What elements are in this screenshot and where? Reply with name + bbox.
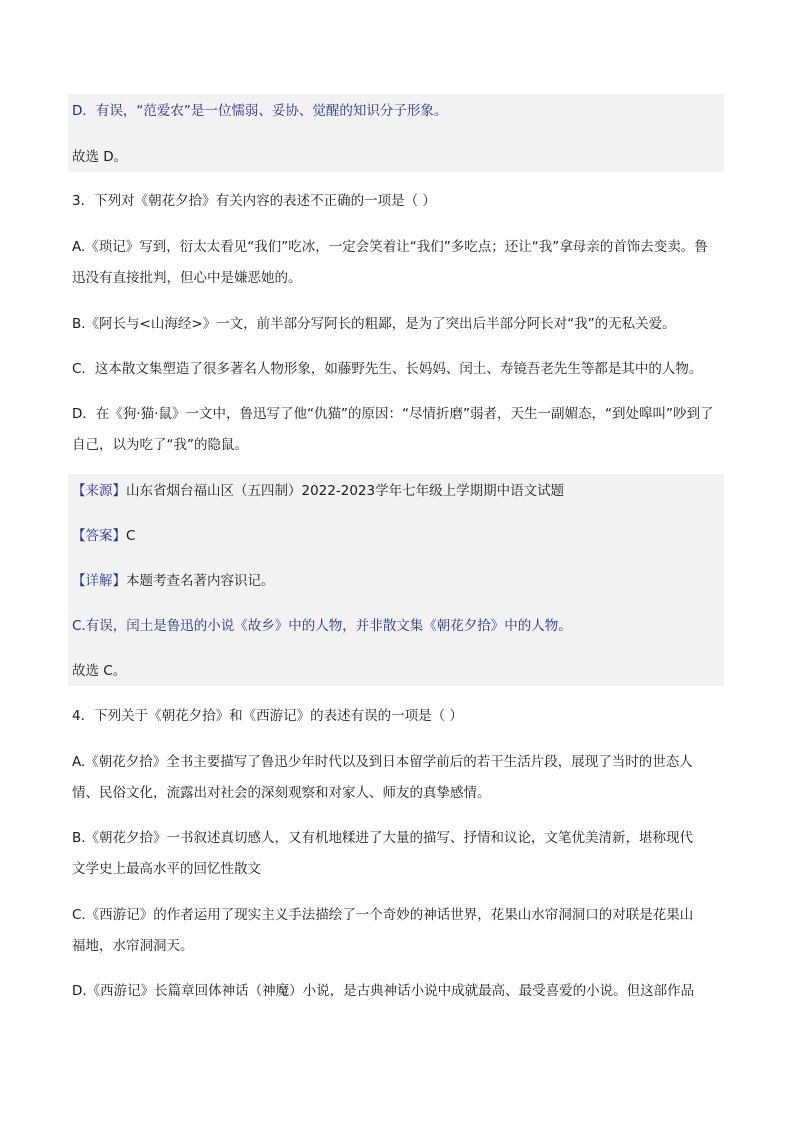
q4-option-c-line1: C.《西游记》的作者运用了现实主义手法描绘了一个奇妙的神话世界，花果山水帘洞洞口的对联是花果山 — [72, 907, 694, 923]
q3-option-c: C．这本散文集塑造了很多著名人物形象，如藤野先生、长妈妈、闰土、寿镜吾老先生等都是其中的人物。 — [72, 361, 703, 377]
q3-option-a-line1: A.《琐记》写到，衍太太看见“我们”吃冰，一定会笑着让“我们”多吃点；还让“我”拿母亲的首饰去变卖。鲁 — [72, 239, 708, 255]
q4-option-a-line1: A.《朝花夕拾》全书主要描写了鲁迅少年时代以及到日本留学前后的若干生活片段，展现了当时的世态人 — [72, 754, 693, 770]
answer-tag: 【答案】 — [72, 528, 126, 544]
q4-option-d-line1: D.《西游记》长篇章回体神话（神魔）小说，是古典神话小说中成就最高、最受喜爱的小说。但这部作品 — [72, 983, 695, 999]
q3-explanation: C.有误，闰土是鲁迅的小说《故乡》中的人物，并非散文集《朝花夕拾》中的人物。 — [72, 618, 572, 634]
q3-source — [72, 481, 724, 501]
q4-option-a-line2: 情、民俗文化，流露出对社会的深刻观察和对家人、师友的真挚感情。 — [72, 785, 491, 801]
q3-option-d-line1: D．在《狗·猫·鼠》一文中，鲁迅写了他“仇猫”的原因：“尽情折磨”弱者，天生一副媚态，“到处嗥叫”吵到了 — [72, 406, 714, 422]
q3-option-b: B.《阿长与<山海经>》一文，前半部分写阿长的粗鄙，是为了突出后半部分阿长对“我”的无私关爱。 — [72, 316, 676, 332]
q3-option-a-line2: 迅没有直接批判，但心中是嫌恶她的。 — [72, 270, 302, 286]
answer-text: C — [126, 528, 136, 544]
q3-detail — [72, 571, 724, 591]
prev-choose: 故选 D。 — [72, 149, 128, 165]
prev-option-d: D．有误，“范爱农”是一位懦弱、妥协、觉醒的知识分子形象。 — [72, 103, 448, 119]
q3-stem: 3．下列对《朝花夕拾》有关内容的表述不正确的一项是（ ） — [72, 193, 436, 209]
detail-text: 本题考查名著内容识记。 — [126, 573, 275, 589]
q3-option-d-line2: 自己，以为吃了“我”的隐鼠。 — [72, 437, 248, 453]
detail-tag: 【详解】 — [72, 573, 126, 589]
q4-option-c-line2: 福地，水帘洞洞天。 — [72, 938, 194, 954]
q3-answer — [72, 526, 724, 546]
source-text: 山东省烟台福山区（五四制）2022-2023学年七年级上学期期中语文试题 — [126, 483, 565, 499]
q4-option-b-line2: 文学史上最高水平的回忆性散文 — [72, 861, 261, 877]
q3-choose: 故选 C。 — [72, 663, 127, 679]
source-tag: 【来源】 — [72, 483, 126, 499]
q4-option-b-line1: B.《朝花夕拾》一书叙述真切感人，又有机地糅进了大量的描写、抒情和议论，文笔优美清新，堪称现代 — [72, 830, 694, 846]
q4-stem: 4．下列关于《朝花夕拾》和《西游记》的表述有误的一项是（ ） — [72, 708, 463, 724]
